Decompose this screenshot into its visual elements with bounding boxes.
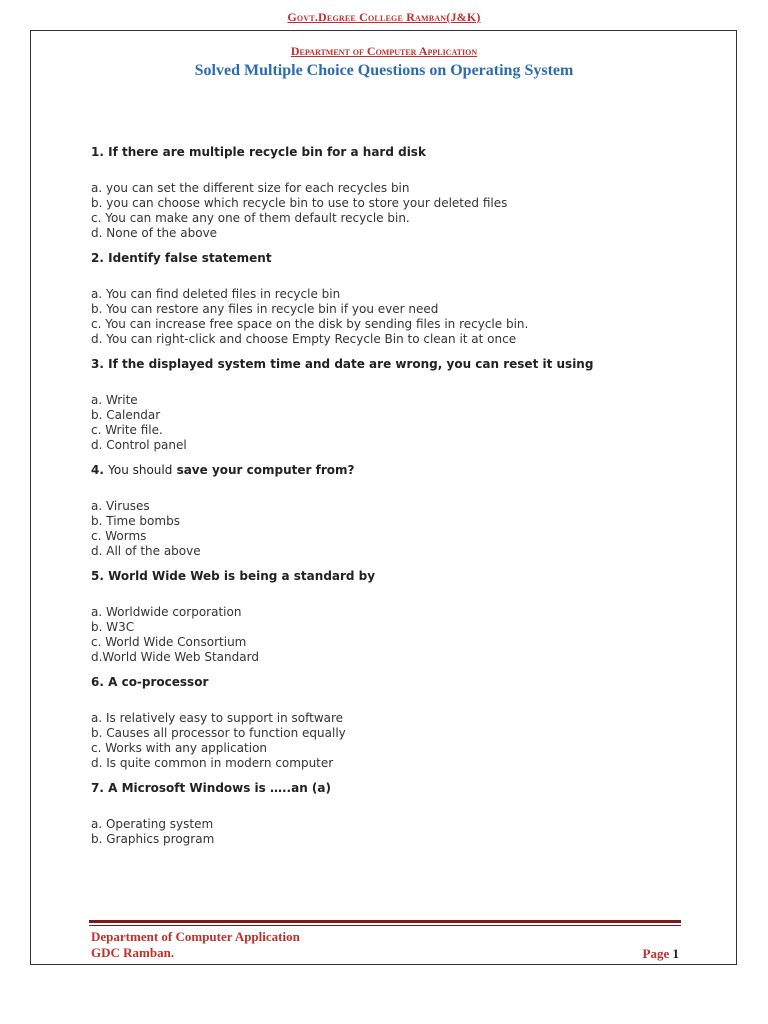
footer-college: GDC Ramban. <box>91 945 175 960</box>
option-c: c. Works with any application <box>91 741 268 755</box>
option-list <box>91 711 711 771</box>
question-2 <box>91 251 711 347</box>
question-6 <box>91 675 711 771</box>
footer-department: Department of Computer Application <box>91 929 300 944</box>
option-list <box>91 287 711 347</box>
question-text: 6. A co-processor <box>91 675 209 689</box>
option-d: d.World Wide Web Standard <box>91 650 259 664</box>
question-7 <box>91 781 711 847</box>
option-c: c. World Wide Consortium <box>91 635 247 649</box>
option-d: d. None of the above <box>91 226 218 240</box>
option-b: b. Calendar <box>91 408 161 422</box>
footer-text <box>91 929 300 961</box>
option-b: b. You can restore any files in recycle bin if you ever need <box>91 302 439 316</box>
option-a: a. you can set the different size for each recycles bin <box>91 181 410 195</box>
document-title: Solved Multiple Choice Questions on Operating System <box>194 62 574 79</box>
question-text: 4. You should save your computer from? <box>91 463 355 477</box>
question-text: 5. World Wide Web is being a standard by <box>91 569 376 583</box>
question-3 <box>91 357 711 453</box>
option-list <box>91 817 711 847</box>
option-b: b. you can choose which recycle bin to use to store your deleted files <box>91 196 508 210</box>
option-b: b. Causes all processor to function equally <box>91 726 346 740</box>
option-c: c. Worms <box>91 529 147 543</box>
option-a: a. Operating system <box>91 817 214 831</box>
option-d: d. You can right-click and choose Empty Recycle Bin to clean it at once <box>91 332 517 346</box>
question-5 <box>91 569 711 665</box>
footer-divider-thin <box>89 925 681 926</box>
college-header: Govt.Degree College Ramban(J&K) <box>287 10 481 24</box>
option-a: a. You can find deleted files in recycle bin <box>91 287 341 301</box>
option-d: d. Is quite common in modern computer <box>91 756 334 770</box>
question-list <box>91 145 711 857</box>
question-text: 2. Identify false statement <box>91 251 272 265</box>
question-text: 3. If the displayed system time and date are wrong, you can reset it using <box>91 357 594 371</box>
department-heading: Department of Computer Application <box>290 44 478 58</box>
question-text: 7. A Microsoft Windows is …..an (a) <box>91 781 331 795</box>
option-a: a. Viruses <box>91 499 150 513</box>
page-number: Page 1 <box>642 946 679 961</box>
footer-divider <box>89 920 681 923</box>
option-list <box>91 181 711 241</box>
question-text: 1. If there are multiple recycle bin for a hard disk <box>91 145 426 159</box>
option-a: a. Worldwide corporation <box>91 605 242 619</box>
option-d: d. All of the above <box>91 544 201 558</box>
option-b: b. Time bombs <box>91 514 180 528</box>
option-b: b. Graphics program <box>91 832 215 846</box>
option-list <box>91 499 711 559</box>
option-b: b. W3C <box>91 620 135 634</box>
option-d: d. Control panel <box>91 438 187 452</box>
option-list <box>91 605 711 665</box>
option-a: a. Write <box>91 393 138 407</box>
option-c: c. You can make any one of them default recycle bin. <box>91 211 410 225</box>
option-list <box>91 393 711 453</box>
option-c: c. Write file. <box>91 423 163 437</box>
question-1 <box>91 145 711 241</box>
option-a: a. Is relatively easy to support in software <box>91 711 344 725</box>
option-c: c. You can increase free space on the disk by sending files in recycle bin. <box>91 317 529 331</box>
question-4 <box>91 463 711 559</box>
